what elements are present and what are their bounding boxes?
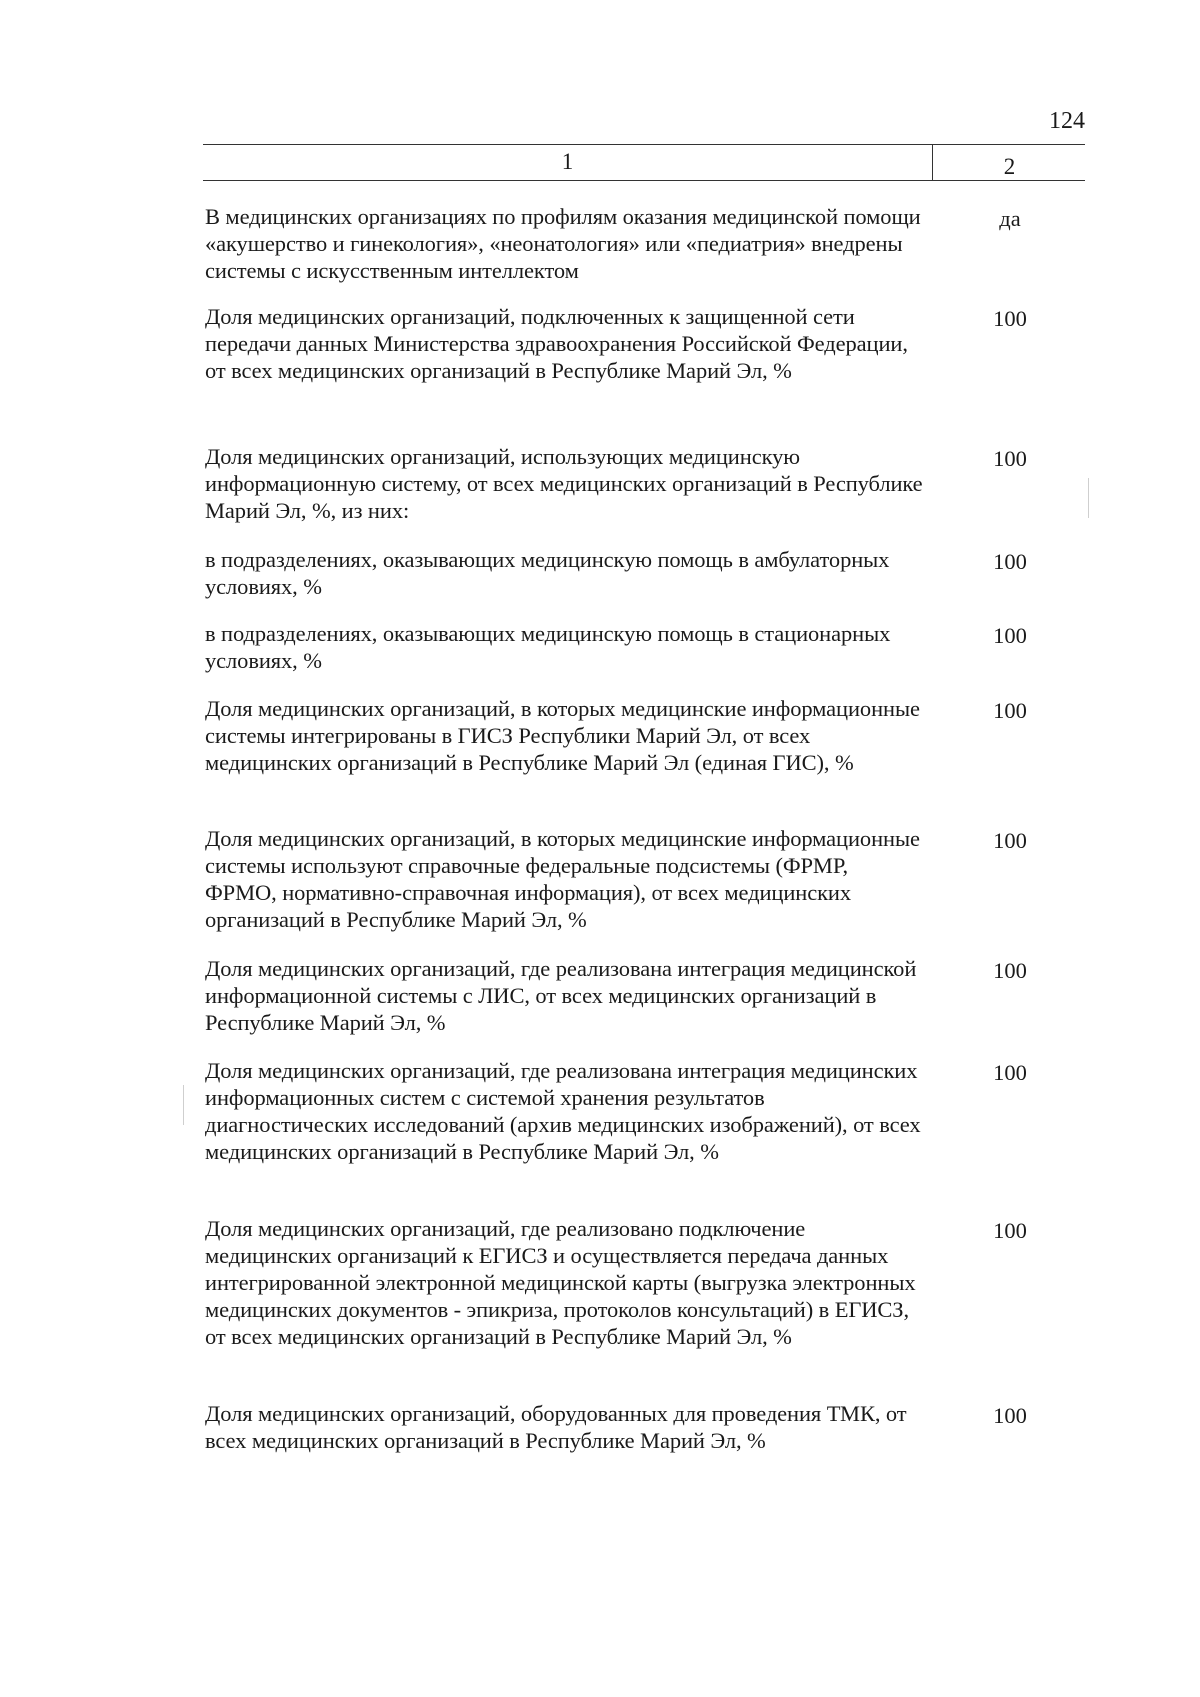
indicator-text: В медицинских организациях по профилям оказания медицинской помощи «акушерство и гинекология», «неонатология» или «педиатрия» внедрены системы с искусственным интеллектом	[205, 204, 921, 283]
column-header-1: 1	[561, 149, 574, 174]
indicator-text: Доля медицинских организаций, подключенных к защищенной сети передачи данных Министерства здравоохранения Российской Федерации, от всех медицинских организаций в Республике Марий Эл, %	[205, 304, 908, 383]
indicator-value: 100	[993, 958, 1027, 983]
indicator-value: 100	[993, 698, 1027, 723]
indicator-text: Доля медицинских организаций, где реализовано подключение медицинских организаций к ЕГИСЗ и осуществляется передача данных интегрированной электронной медицинской карты (выгрузка электронных медицинских документов - эпикриза, протоколов консультаций) в ЕГИСЗ, от всех медицинских организаций в Республике Марий Эл, %	[205, 1216, 916, 1349]
indicator-value: 100	[993, 828, 1027, 853]
indicator-text: Доля медицинских организаций, оборудованных для проведения ТМК, от всех медицинских организаций в Республике Марий Эл, %	[205, 1401, 907, 1453]
page-number: 124	[1049, 108, 1085, 134]
scan-artifact	[1088, 478, 1089, 518]
indicator-value: 100	[993, 1060, 1027, 1085]
table-header-top-rule	[203, 144, 1085, 145]
indicator-text: в подразделениях, оказывающих медицинскую помощь в амбулаторных условиях, %	[205, 547, 890, 599]
indicator-text: в подразделениях, оказывающих медицинскую помощь в стационарных условиях, %	[205, 621, 891, 673]
scan-artifact	[183, 1085, 184, 1125]
indicator-text: Доля медицинских организаций, где реализована интеграция медицинской информационной системы с ЛИС, от всех медицинских организаций в Республике Марий Эл, %	[205, 956, 917, 1035]
indicator-value: да	[999, 206, 1021, 231]
indicator-text: Доля медицинских организаций, в которых медицинские информационные системы интегрированы в ГИСЗ Республики Марий Эл, от всех медицинских организаций в Республике Марий Эл (единая ГИС), %	[205, 696, 920, 775]
indicator-value: 100	[993, 549, 1027, 574]
indicator-value: 100	[993, 306, 1027, 331]
indicator-value: 100	[993, 446, 1027, 471]
table-header-column-divider	[932, 144, 933, 180]
indicator-text: Доля медицинских организаций, использующих медицинскую информационную систему, от всех медицинских организаций в Республике Марий Эл, %, из них:	[205, 444, 923, 523]
indicator-value: 100	[993, 623, 1027, 648]
column-header-2: 2	[1003, 154, 1016, 179]
indicator-value: 100	[993, 1218, 1027, 1243]
table-header-bottom-rule	[203, 180, 1085, 181]
indicator-text: Доля медицинских организаций, в которых медицинские информационные системы используют справочные федеральные подсистемы (ФРМР, ФРМО, нормативно-справочная информация), от всех медицинских организаций в Республике Марий Эл, %	[205, 826, 920, 932]
indicator-text: Доля медицинских организаций, где реализована интеграция медицинских информационных систем с системой хранения результатов диагностических исследований (архив медицинских изображений), от всех медицинских организаций в Республике Марий Эл, %	[205, 1058, 921, 1164]
indicator-value: 100	[993, 1403, 1027, 1428]
